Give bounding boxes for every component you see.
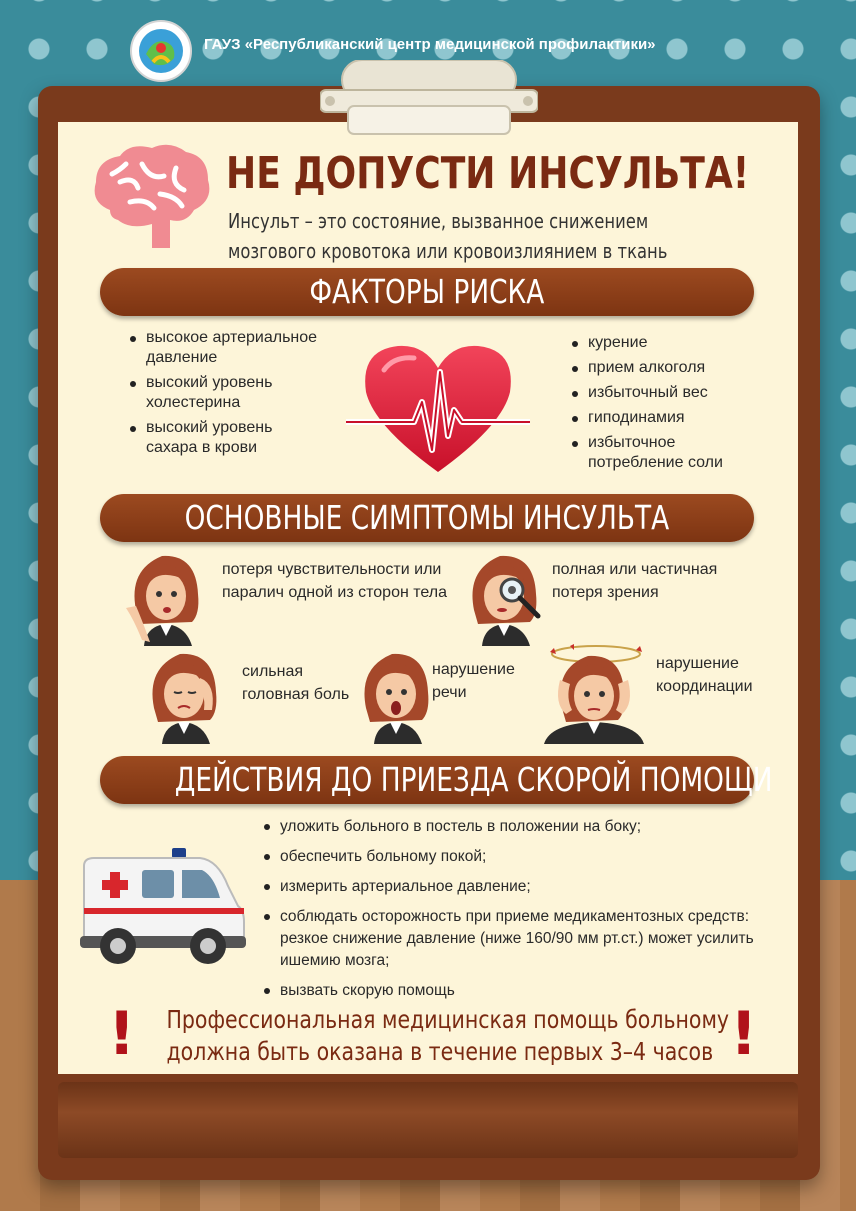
symptom-sensitivity-loss: потеря чувствительности или паралич одной из сторон тела bbox=[222, 561, 448, 601]
symptoms-banner bbox=[100, 494, 754, 542]
exclamation-mark-right: ! bbox=[730, 999, 758, 1069]
list-item: высокий уровень холестерина bbox=[128, 373, 318, 413]
symptom-headache: сильная головная боль bbox=[242, 663, 350, 703]
page-title: НЕ ДОПУСТИ ИНСУЛЬТА! bbox=[226, 148, 750, 199]
list-item: избыточный вес bbox=[570, 383, 770, 403]
clipboard-bottom bbox=[58, 1082, 798, 1158]
symptom-speech-disorder: нарушение речи bbox=[432, 661, 515, 701]
list-item: гиподинамия bbox=[570, 408, 770, 428]
list-item: уложить больного в постель в положении на боку; bbox=[262, 816, 782, 838]
actions-banner bbox=[100, 756, 773, 804]
woman-vision-loss-icon bbox=[466, 550, 550, 646]
symptom-coordination-disorder: нарушение координации bbox=[656, 655, 753, 695]
list-item: высокий уровень сахара в крови bbox=[128, 418, 318, 458]
woman-headache-icon bbox=[146, 648, 230, 744]
risk-factors-left-list bbox=[128, 328, 318, 463]
organization-name: ГАУЗ «Республиканский центр медицинской профилактики» bbox=[204, 36, 656, 53]
list-item: прием алкоголя bbox=[570, 358, 770, 378]
warning-line-2: должна быть оказана в течение первых 3–4 часов bbox=[166, 1037, 714, 1066]
symptom-vision-loss: полная или частичная потеря зрения bbox=[552, 561, 718, 601]
risk-factors-banner bbox=[100, 268, 754, 316]
ambulance-icon bbox=[80, 846, 246, 970]
list-item: избыточное потребление соли bbox=[570, 433, 770, 473]
list-item: высокое артериальное давление bbox=[128, 328, 318, 368]
actions-list bbox=[262, 816, 782, 1010]
woman-dizziness-icon bbox=[540, 644, 652, 744]
list-item: вызвать скорую помощь bbox=[262, 980, 782, 1002]
definition-line-2: мозгового кровотока или кровоизлиянием в ткань bbox=[228, 239, 668, 263]
risk-factors-right-list bbox=[570, 333, 770, 478]
list-item: соблюдать осторожность при приеме медикаментозных средств: резкое снижение давление (ниже 160/90 мм рт.ст.) может усилить ишемию мозга; bbox=[262, 906, 782, 972]
actions-heading: ДЕЙСТВИЯ ДО ПРИЕЗДА СКОРОЙ ПОМОЩИ bbox=[174, 760, 773, 799]
risk-factors-heading: ФАКТОРЫ РИСКА bbox=[309, 272, 545, 311]
organization-logo bbox=[130, 20, 192, 82]
list-item: обеспечить больному покой; bbox=[262, 846, 782, 868]
warning-message bbox=[108, 999, 758, 1069]
list-item: курение bbox=[570, 333, 770, 353]
symptoms-heading: ОСНОВНЫЕ СИМПТОМЫ ИНСУЛЬТА bbox=[184, 498, 670, 537]
list-item: измерить артериальное давление; bbox=[262, 876, 782, 898]
woman-paralysis-icon bbox=[124, 550, 208, 646]
brain-icon bbox=[90, 140, 214, 252]
clipboard-clip-icon bbox=[320, 60, 538, 136]
heart-pulse-icon bbox=[344, 340, 532, 476]
warning-line-1: Профессиональная медицинская помощь больному bbox=[166, 1005, 730, 1034]
exclamation-mark-left: ! bbox=[108, 999, 136, 1069]
woman-speech-disorder-icon bbox=[358, 648, 442, 744]
definition-line-1: Инсульт – это состояние, вызванное снижением bbox=[228, 209, 649, 233]
